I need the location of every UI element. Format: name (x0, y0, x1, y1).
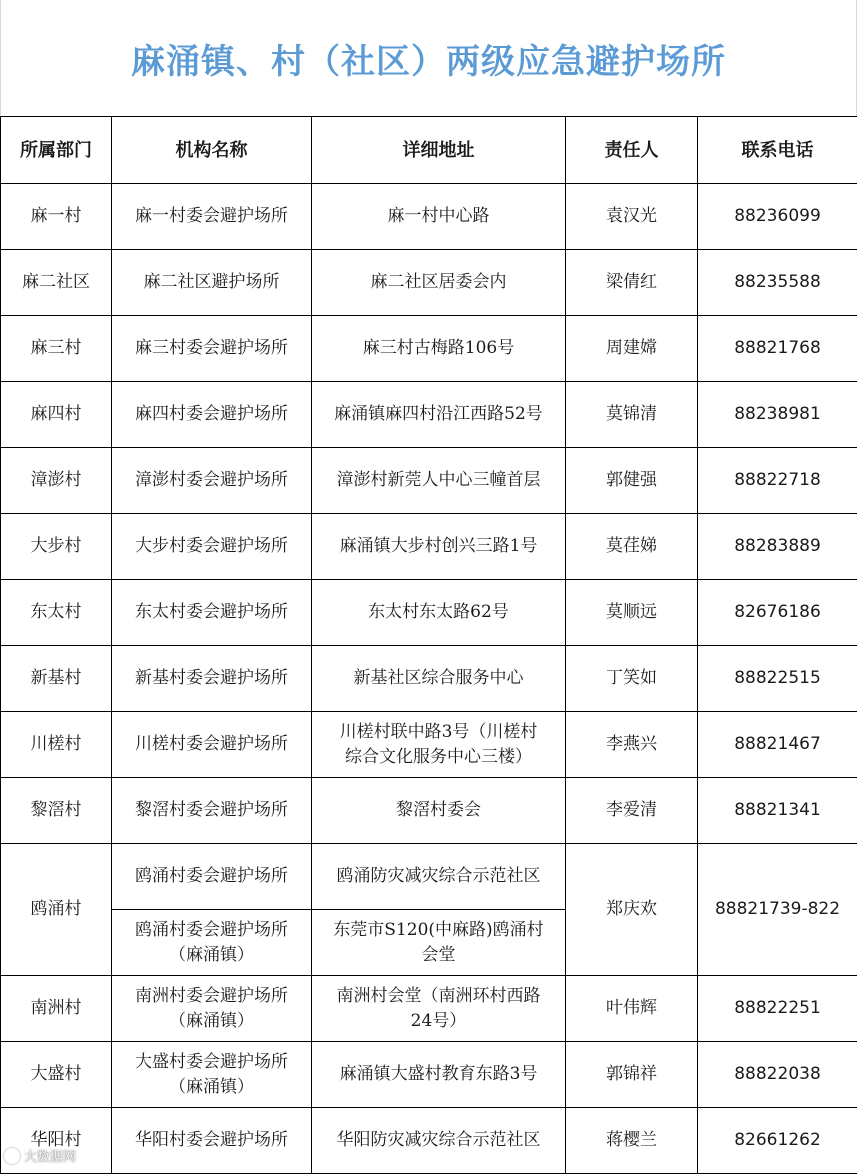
cell-phone: 88822251 (698, 976, 857, 1042)
cell-address: 麻涌镇大步村创兴三路1号 (312, 514, 566, 580)
header-row (1, 117, 857, 184)
cell-address: 黎滘村委会 (312, 778, 566, 844)
cell-phone: 88235588 (698, 250, 857, 316)
cell-dept: 华阳村 (1, 1108, 112, 1174)
cell-address: 麻二社区居委会内 (312, 250, 566, 316)
name-line-2: （麻涌镇） (116, 943, 307, 968)
cell-dept: 黎滘村 (1, 778, 112, 844)
cell-phone: 88821739-822 (698, 844, 857, 976)
name-line-2: （麻涌镇） (116, 1009, 307, 1034)
cell-dept: 川槎村 (1, 712, 112, 778)
cell-name: 麻一村委会避护场所 (112, 184, 312, 250)
watermark-logo-icon (4, 1148, 20, 1164)
watermark-text: 大数据网 (24, 1146, 76, 1165)
cell-phone: 82676186 (698, 580, 857, 646)
cell-phone: 88822718 (698, 448, 857, 514)
table-row (1, 712, 857, 778)
cell-name (112, 1042, 312, 1108)
cell-address (312, 910, 566, 976)
cell-address: 麻一村中心路 (312, 184, 566, 250)
name-line-1: 南洲村委会避护场所 (116, 984, 307, 1009)
cell-person: 蒋樱兰 (566, 1108, 698, 1174)
table-row (1, 1042, 857, 1108)
cell-phone: 88283889 (698, 514, 857, 580)
address-line-1: 东莞市S120(中麻路)鸥涌村 (316, 918, 561, 943)
address-line-2: 24号） (316, 1009, 561, 1034)
cell-name: 川槎村委会避护场所 (112, 712, 312, 778)
cell-person: 李燕兴 (566, 712, 698, 778)
table-row (1, 382, 857, 448)
cell-address: 东太村东太路62号 (312, 580, 566, 646)
cell-phone: 88821467 (698, 712, 857, 778)
cell-name: 东太村委会避护场所 (112, 580, 312, 646)
cell-phone: 88822515 (698, 646, 857, 712)
cell-person: 莫顺远 (566, 580, 698, 646)
cell-phone: 82661262 (698, 1108, 857, 1174)
table-row (1, 1108, 857, 1174)
table-row (1, 316, 857, 382)
cell-dept: 新基村 (1, 646, 112, 712)
cell-phone: 88822038 (698, 1042, 857, 1108)
cell-phone: 88236099 (698, 184, 857, 250)
cell-name: 麻四村委会避护场所 (112, 382, 312, 448)
cell-person: 周建嫦 (566, 316, 698, 382)
cell-address: 鸥涌防灾减灾综合示范社区 (312, 844, 566, 910)
cell-name: 黎滘村委会避护场所 (112, 778, 312, 844)
cell-person: 郭健强 (566, 448, 698, 514)
table-row (1, 514, 857, 580)
cell-address: 麻涌镇麻四村沿江西路52号 (312, 382, 566, 448)
cell-dept: 麻三村 (1, 316, 112, 382)
cell-address: 麻三村古梅路106号 (312, 316, 566, 382)
cell-name: 鸥涌村委会避护场所 (112, 844, 312, 910)
cell-phone: 88821768 (698, 316, 857, 382)
cell-person: 梁倩红 (566, 250, 698, 316)
cell-address: 漳澎村新莞人中心三幢首层 (312, 448, 566, 514)
cell-dept: 麻二社区 (1, 250, 112, 316)
cell-dept: 鸥涌村 (1, 844, 112, 976)
table-row (1, 448, 857, 514)
table-row (1, 580, 857, 646)
cell-person: 郭锦祥 (566, 1042, 698, 1108)
cell-dept: 南洲村 (1, 976, 112, 1042)
header-name: 机构名称 (112, 117, 312, 184)
cell-dept: 大步村 (1, 514, 112, 580)
address-line-2: 综合文化服务中心三楼） (316, 745, 561, 770)
table-row (1, 646, 857, 712)
shelter-table (0, 116, 857, 1174)
cell-address: 新基社区综合服务中心 (312, 646, 566, 712)
watermark (4, 1146, 76, 1165)
cell-dept: 麻四村 (1, 382, 112, 448)
cell-name: 漳澎村委会避护场所 (112, 448, 312, 514)
cell-address: 华阳防灾减灾综合示范社区 (312, 1108, 566, 1174)
cell-person: 袁汉光 (566, 184, 698, 250)
cell-person: 郑庆欢 (566, 844, 698, 976)
address-line-1: 南洲村会堂（南洲环村西路 (316, 984, 561, 1009)
cell-dept: 漳澎村 (1, 448, 112, 514)
cell-name: 麻二社区避护场所 (112, 250, 312, 316)
cell-address (312, 712, 566, 778)
cell-dept: 大盛村 (1, 1042, 112, 1108)
cell-dept: 麻一村 (1, 184, 112, 250)
cell-dept: 东太村 (1, 580, 112, 646)
name-line-2: （麻涌镇） (116, 1075, 307, 1100)
address-line-1: 川槎村联中路3号（川槎村 (316, 720, 561, 745)
table-row (1, 844, 857, 910)
cell-person: 叶伟辉 (566, 976, 698, 1042)
name-line-1: 大盛村委会避护场所 (116, 1050, 307, 1075)
header-dept: 所属部门 (1, 117, 112, 184)
table-row (1, 250, 857, 316)
address-line-2: 会堂 (316, 943, 561, 968)
header-phone: 联系电话 (698, 117, 857, 184)
cell-person: 莫荏娣 (566, 514, 698, 580)
cell-person: 李爱清 (566, 778, 698, 844)
cell-name: 大步村委会避护场所 (112, 514, 312, 580)
cell-phone: 88821341 (698, 778, 857, 844)
header-address: 详细地址 (312, 117, 566, 184)
title-bar (0, 0, 857, 116)
cell-name: 麻三村委会避护场所 (112, 316, 312, 382)
cell-name (112, 910, 312, 976)
cell-address: 麻涌镇大盛村教育东路3号 (312, 1042, 566, 1108)
cell-name: 新基村委会避护场所 (112, 646, 312, 712)
cell-person: 莫锦清 (566, 382, 698, 448)
name-line-1: 鸥涌村委会避护场所 (116, 918, 307, 943)
table-row (1, 976, 857, 1042)
header-person: 责任人 (566, 117, 698, 184)
cell-person: 丁笑如 (566, 646, 698, 712)
table-row (1, 184, 857, 250)
cell-name: 华阳村委会避护场所 (112, 1108, 312, 1174)
cell-phone: 88238981 (698, 382, 857, 448)
cell-name (112, 976, 312, 1042)
cell-address (312, 976, 566, 1042)
page-title: 麻涌镇、村（社区）两级应急避护场所 (131, 34, 726, 83)
table-row (1, 778, 857, 844)
